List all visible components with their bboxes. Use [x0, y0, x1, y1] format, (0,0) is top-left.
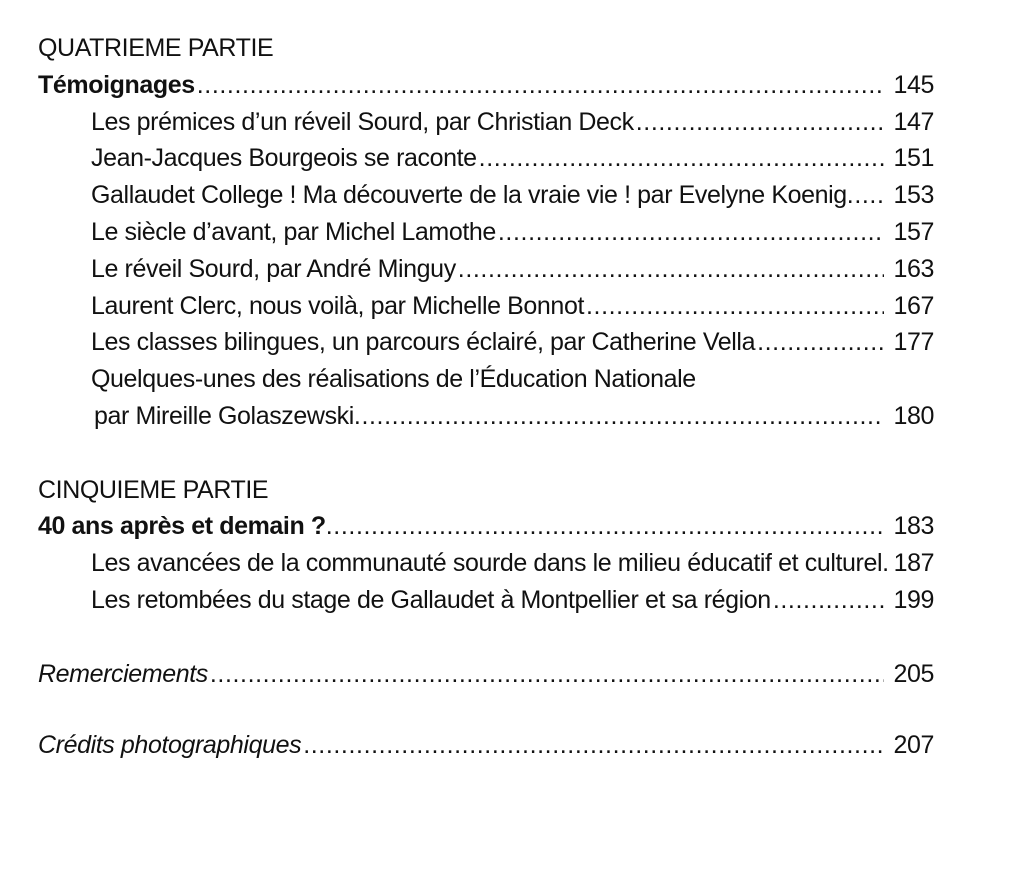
toc-entry-title: Gallaudet College ! Ma découverte de la vraie vie ! par Evelyne Koenig [91, 181, 847, 210]
dot-leader [479, 140, 884, 177]
dot-leader [326, 508, 884, 545]
toc-entry-page: 157 [893, 217, 934, 246]
toc-entry-page: 207 [893, 731, 934, 760]
part5-label: CINQUIEME PARTIE [38, 475, 269, 504]
toc-entry-remerciements[interactable] [38, 656, 934, 693]
section-spacer [38, 435, 934, 472]
dot-leader [197, 67, 884, 104]
toc-entry-title: Les retombées du stage de Gallaudet à Montpellier et sa région [91, 585, 771, 614]
toc-entry-page: 145 [893, 70, 934, 99]
toc-entry-page: 177 [893, 328, 934, 357]
toc-entry-page: 205 [893, 659, 934, 688]
dot-leader [354, 398, 884, 435]
toc-entry[interactable] [38, 214, 934, 251]
toc-entry-page: 147 [893, 107, 934, 136]
section-spacer [38, 692, 934, 727]
toc-entry[interactable] [38, 288, 934, 325]
toc-entry-title: Les prémices d’un réveil Sourd, par Christian Deck [91, 107, 634, 136]
dot-leader [458, 251, 884, 288]
toc-entry[interactable] [38, 177, 934, 214]
toc-entry-page: 199 [893, 585, 934, 614]
table-of-contents [38, 30, 934, 764]
dot-leader [847, 177, 886, 214]
dot-leader [773, 582, 884, 619]
toc-entry-40-ans[interactable] [38, 508, 934, 545]
toc-entry-title: Le réveil Sourd, par André Minguy [91, 254, 456, 283]
dot-leader [636, 104, 884, 141]
toc-entry-page: 187 [893, 549, 935, 578]
dot-leader [586, 288, 884, 325]
dot-leader [757, 324, 884, 361]
toc-entry-title: 40 ans après et demain ? [38, 512, 326, 541]
toc-entry[interactable] [38, 545, 934, 582]
toc-entry-credits[interactable] [38, 727, 934, 764]
part4-label: QUATRIEME PARTIE [38, 34, 274, 62]
toc-entry-title: Quelques-unes des réalisations de l’Éducation Nationale [91, 365, 696, 394]
toc-entry-page: 183 [893, 512, 934, 541]
toc-entry-title: Laurent Clerc, nous voilà, par Michelle Bonnot [91, 291, 584, 320]
toc-entry[interactable] [38, 140, 934, 177]
toc-entry-page: 180 [893, 401, 934, 430]
toc-entry[interactable] [38, 324, 934, 361]
toc-entry-title: Crédits photographiques [38, 731, 302, 760]
dot-leader [210, 656, 884, 693]
toc-entry-temoignages[interactable] [38, 67, 934, 104]
toc-entry-page: 151 [893, 144, 934, 173]
toc-entry-title: Jean-Jacques Bourgeois se raconte [91, 144, 477, 173]
toc-entry-title: Témoignages [38, 70, 195, 99]
toc-entry-multiline-line1[interactable] [38, 361, 934, 398]
toc-entry-title: par Mireille Golaszewski [94, 401, 354, 430]
toc-entry-page: 167 [893, 291, 934, 320]
toc-entry-title: Le siècle d’avant, par Michel Lamothe [91, 217, 496, 246]
toc-entry-title: Les avancées de la communauté sourde dans le milieu éducatif et culturel [91, 549, 883, 578]
toc-entry-title: Remerciements [38, 659, 208, 688]
toc-entry-multiline-line2[interactable] [38, 398, 934, 435]
dot-leader [882, 545, 888, 582]
dot-leader [303, 727, 884, 764]
toc-entry-title: Les classes bilingues, un parcours éclairé, par Catherine Vella [91, 328, 756, 357]
toc-entry[interactable] [38, 251, 934, 288]
toc-entry-page: 163 [893, 254, 934, 283]
toc-entry[interactable] [38, 104, 934, 141]
dot-leader [498, 214, 884, 251]
toc-entry-page: 153 [893, 181, 934, 210]
toc-entry[interactable] [38, 582, 934, 619]
section-spacer [38, 619, 934, 656]
